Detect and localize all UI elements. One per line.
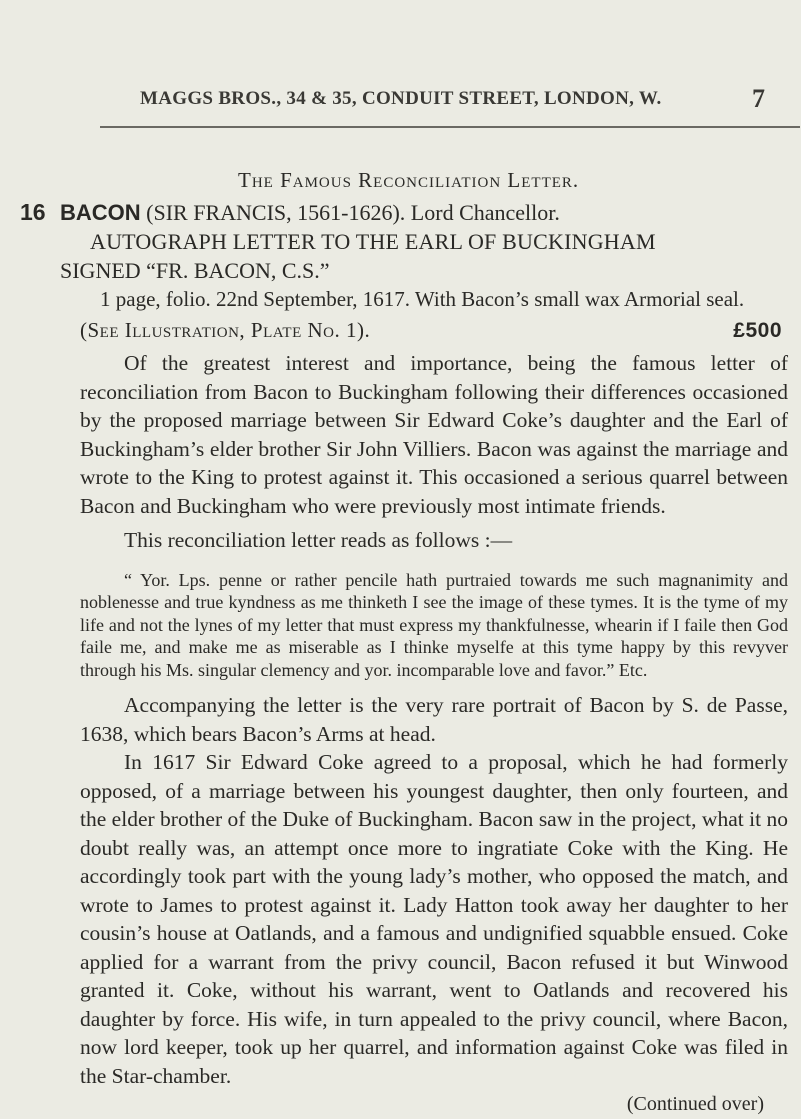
paragraph-reads-as-follows: This reconciliation letter reads as follows :— [124, 528, 513, 552]
item-price: £500 [733, 319, 782, 342]
entry-heading [20, 198, 788, 227]
continued-note: (Continued over) [626, 1093, 764, 1115]
item-number: 16 [20, 199, 46, 225]
paragraph-importance: Of the greatest interest and importance, being the famous letter of reconciliation from Bacon to Buckingham following their differences occasioned by the proposed marriage between Sir Edward Coke’s daughter and the Earl of Buckingham’s elder brother Sir John Villiers. Bacon was against the marriage and wrote to the King to protest against it. This occasioned a serious quarrel between Bacon and Buckingham who were previously most intimate friends. [80, 351, 788, 518]
catalogue-entry [20, 198, 788, 1119]
letter-quotation: “ Yor. Lps. penne or rather pencile hath purtraied towards me such magnanimity and noblenesse and true kyndness as me thinketh I see the image of these tymes. It is the tyme of my life and not the lynes of my letter that must express my thankfulnesse, whearin if I faile then God faile me, and make me as miserable as I thinke myselfe at this tyme happy by this revyver through his Ms. singular clemency and yor. incomparable love and favor.” Etc. [80, 569, 788, 680]
section-title: The Famous Reconciliation Letter. [238, 168, 580, 192]
page-number: 7 [752, 84, 765, 113]
paragraph-history: In 1617 Sir Edward Coke agreed to a proposal, which he had formerly opposed, of a marriage between his youngest daughter, then only fourteen, and the elder brother of the Duke of Buckingham. Bacon saw in the project, what it no doubt really was, an attempt once more to ingratiate Coke with the King. He accordingly took part with the young lady’s mother, who opposed the match, and wrote to James to protest against it. Lady Hatton took away her daughter to her cousin’s house at Oatlands, and a famous and undignified squabble ensued. Coke applied for a warrant from the privy council, Bacon refused it but Winwood granted it. Coke, without his warrant, went to Oatlands and recovered his daughter by force. His wife, in turn appealed to the privy council, where Bacon, now lord keeper, took up her quarrel, and information against Coke was filed in the Star-chamber. [80, 750, 788, 1088]
author-name: BACON [60, 200, 141, 225]
item-description: 1 page, folio. 22nd September, 1617. With Bacon’s small wax Armorial seal. [100, 287, 745, 311]
item-title: AUTOGRAPH LETTER TO THE EARL OF BUCKINGHAM [90, 229, 656, 254]
plate-reference [80, 316, 788, 345]
plate-text: (See Illustration, Plate No. 1). [80, 318, 371, 342]
header-rule [100, 126, 800, 128]
item-title-continued: SIGNED “FR. BACON, C.S.” [60, 258, 330, 283]
author-details: (SIR FRANCIS, 1561-1626). Lord Chancellor. [146, 200, 560, 225]
paragraph-portrait: Accompanying the letter is the very rare portrait of Bacon by S. de Passe, 1638, which bears Bacon’s Arms at head. [80, 693, 788, 746]
running-header: MAGGS BROS., 34 & 35, CONDUIT STREET, LONDON, W. [140, 88, 662, 109]
